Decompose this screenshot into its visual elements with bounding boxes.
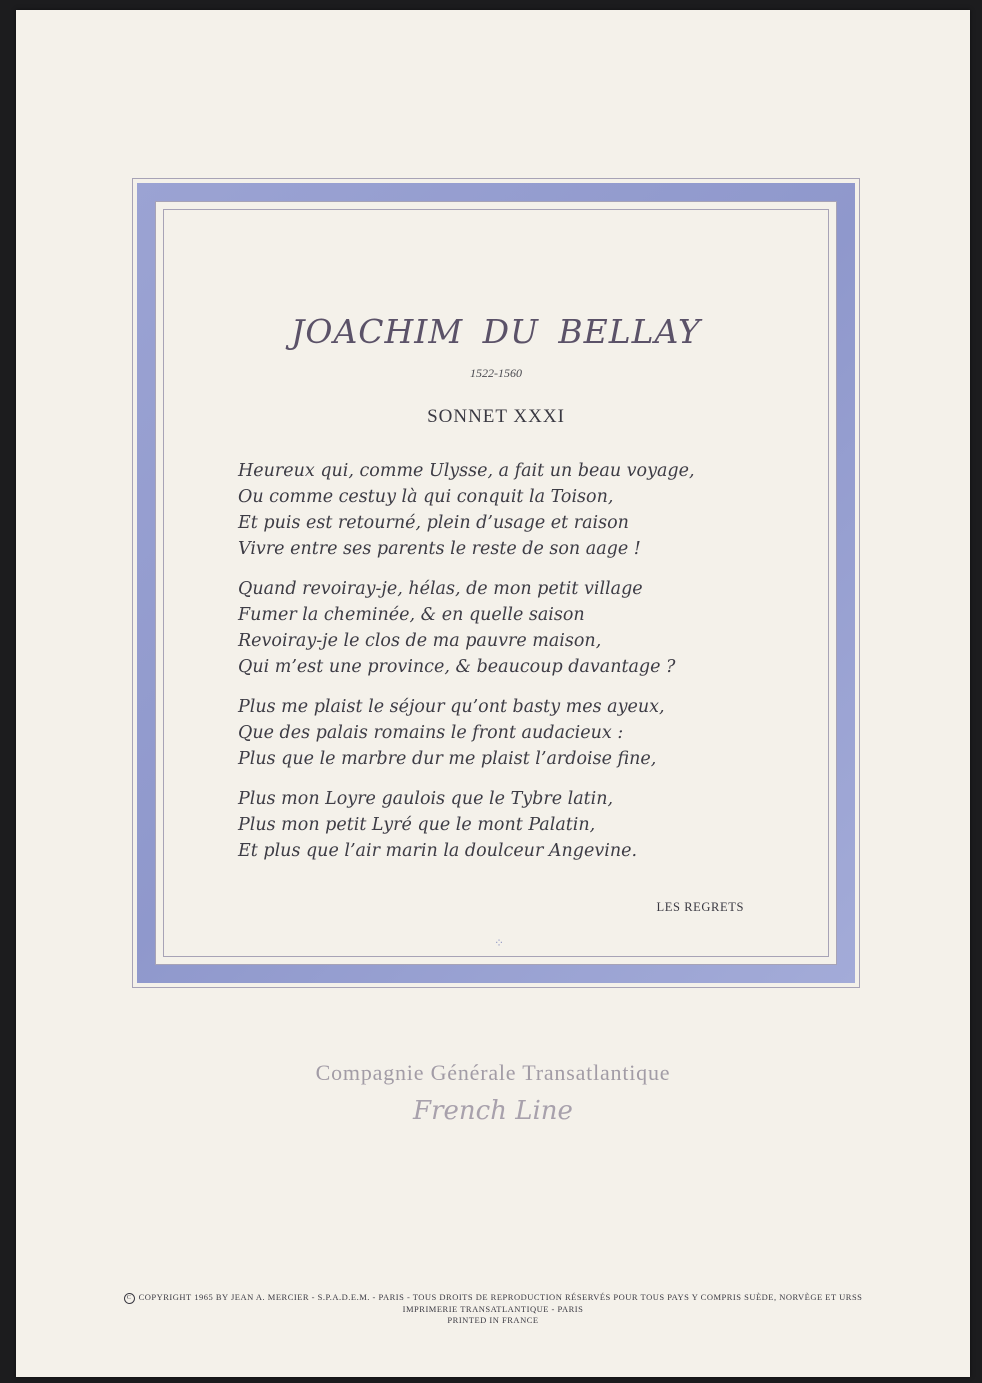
brand-logo-text: French Line: [413, 1096, 573, 1126]
poem-line: Et plus que l’air marin la doulceur Angevine.: [238, 841, 638, 861]
poem-line: Et puis est retourné, plein d’usage et raison: [238, 513, 629, 533]
footer-copyright: [16, 1292, 970, 1304]
poem-line: Revoiray-je le clos de ma pauvre maison,: [238, 631, 602, 651]
footer-printed-in: PRINTED IN FRANCE: [447, 1315, 539, 1325]
poem-body: [238, 458, 798, 878]
poem-line: Ou comme cestuy là qui conquit la Toison,: [238, 487, 614, 507]
poem-line: Plus mon Loyre gaulois que le Tybre latin,: [238, 789, 614, 809]
ornament-icon: ⁘: [494, 936, 505, 950]
poem-line: Plus que le marbre dur me plaist l’ardoise fine,: [238, 749, 657, 769]
frame-inner-border: [155, 201, 837, 965]
stanza-3: [238, 694, 798, 772]
footer-printer: IMPRIMERIE TRANSATLANTIQUE - PARIS: [402, 1304, 584, 1314]
poem-line: Qui m’est une province, & beaucoup davantage ?: [238, 657, 676, 677]
poem-line: Fumer la cheminée, & en quelle saison: [238, 605, 585, 625]
decorative-frame: [132, 178, 860, 988]
poet-name: JOACHIM DU BELLAY: [291, 312, 701, 351]
poem-panel: [163, 209, 829, 957]
frame-blue-band: [137, 183, 855, 983]
stanza-1: [238, 458, 798, 562]
poem-line: Plus mon petit Lyré que le mont Palatin,: [238, 815, 596, 835]
stanza-2: [238, 576, 798, 680]
menu-card-page: [16, 10, 970, 1377]
poem-source: LES REGRETS: [656, 900, 744, 914]
poem-line: Vivre entre ses parents le reste de son aage !: [238, 539, 641, 559]
poem-title: SONNET XXXI: [427, 406, 565, 427]
poet-dates: 1522-1560: [470, 366, 522, 380]
poem-line: Que des palais romains le front audacieux :: [238, 723, 624, 743]
poem-line: Quand revoiray-je, hélas, de mon petit village: [238, 579, 643, 599]
stanza-4: [238, 786, 798, 864]
copyright-icon: C: [124, 1293, 135, 1304]
footer-copyright-text: COPYRIGHT 1965 BY JEAN A. MERCIER - S.P.A.D.E.M. - PARIS - TOUS DROITS DE REPRODUCTION RÉSERVÉS POUR TOUS PAYS Y COMPRIS SUÈDE, NORVÈGE ET URSS: [138, 1292, 863, 1302]
poem-line: Heureux qui, comme Ulysse, a fait un beau voyage,: [238, 461, 695, 481]
poem-line: Plus me plaist le séjour qu’ont basty mes ayeux,: [238, 697, 665, 717]
company-name: Compagnie Générale Transatlantique: [315, 1060, 671, 1085]
